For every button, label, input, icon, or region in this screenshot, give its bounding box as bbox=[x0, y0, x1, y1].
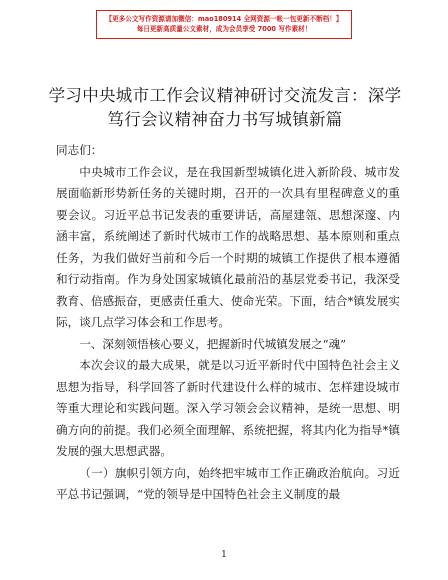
promo-banner-line-1: 【更多公文写作资源请加微信：mao180914 全网资源一帐一包更新不断档！】 bbox=[105, 15, 343, 23]
promo-banner-line-2: 每日更新高质量公文素材，成为会员享受 7000 写作素材！ bbox=[136, 25, 312, 33]
document-title: 学习中央城市工作会议精神研讨交流发言：深学笃行会议精神奋力书写城镇新篇 bbox=[48, 86, 402, 129]
section-heading-1: 一、深刻领悟核心要义，把握新时代城镇发展之“魂” bbox=[79, 336, 347, 351]
paragraph-intro: 中央城市工作会议，是在我国新型城镇化进入新阶段、城市发展面临新形势新任务的关键时期，召开的一次具有里程碑意义的重要会议。习近平总书记发表的重要讲话，高屋建瓴、思想深邃、内涵丰富，系统阐述了新时代城市工作的战略思想、基本原则和重点任务，为我们做好当前和今后一个时期的城镇工作提供了根本遵循和行动指南。作为身处国家城镇化最前沿的基层党委书记，我深受教育、倍感振奋，更感责任重大、使命光荣。下面，结合*镇发展实际，谈几点学习体会和工作思考。 bbox=[56, 164, 400, 329]
subsection-heading-1: （一）旗帜引领方向，始终把牢城市工作正确政治航向。习近平总书记强调，“党的领导是中国特色社会主义制度的最 bbox=[56, 465, 400, 501]
greeting: 同志们： bbox=[56, 143, 103, 157]
paragraph-section-1: 本次会议的最大成果，就是以习近平新时代中国特色社会主义思想为指导，科学回答了新时代建设什么样的城市、怎样建设城市等重大理论和实践问题。深入学习领会会议精神，是统一思想、明确方向的前提。我们必须全面理解、系统把握，将其内化为指导*镇发展的强大思想武器。 bbox=[56, 358, 400, 458]
promo-banner bbox=[96, 10, 352, 39]
page-number: 1 bbox=[221, 550, 227, 560]
document-body bbox=[56, 140, 400, 506]
